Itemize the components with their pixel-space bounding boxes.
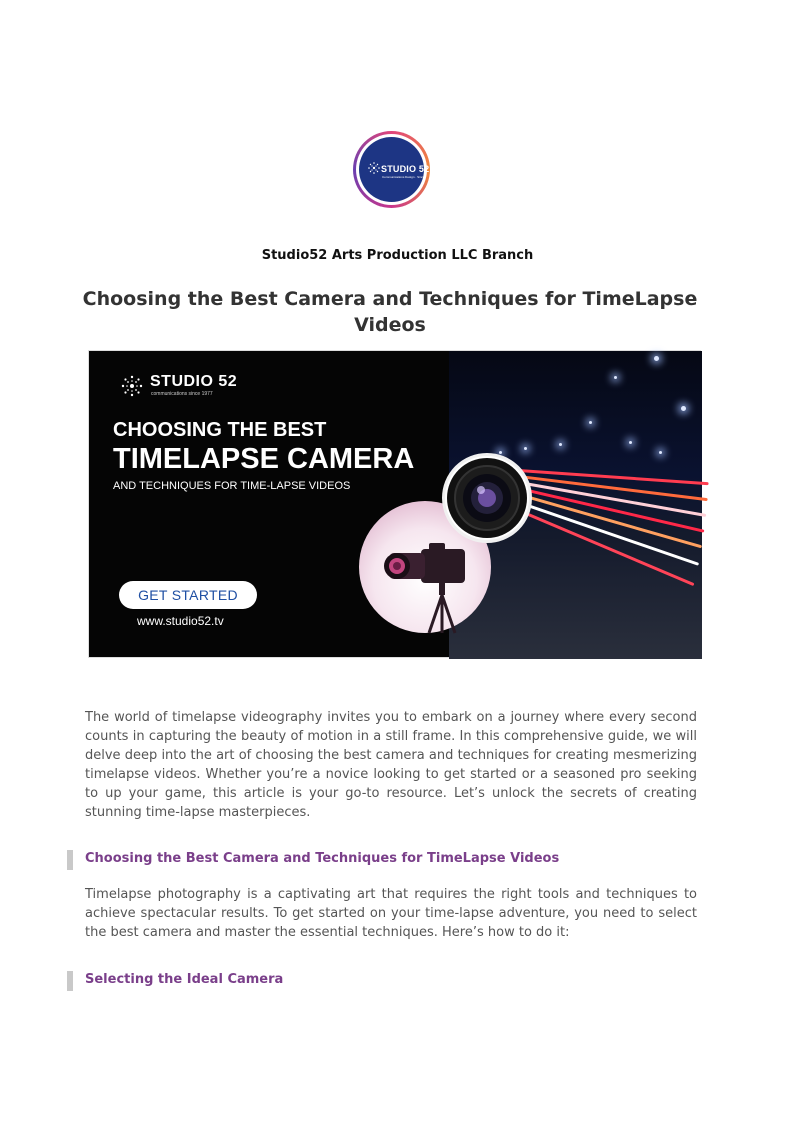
banner-logo-name: STUDIO 52 (150, 373, 238, 390)
starburst-icon (367, 161, 381, 175)
banner-logo-icon (119, 373, 145, 399)
banner-headline-1: CHOOSING THE BEST (113, 419, 327, 441)
hero-banner (88, 350, 701, 658)
lens-closeup-image (442, 453, 532, 543)
section-heading-choosing: Choosing the Best Camera and Techniques for TimeLapse Videos (85, 851, 560, 866)
get-started-button[interactable]: GET STARTED (119, 581, 257, 609)
company-name: Studio52 Arts Production LLC Branch (261, 248, 534, 263)
section1-paragraph: Timelapse photography is a captivating art that requires the right tools and techniques to achieve spectacular results. To get started on your time-lapse adventure, you need to select the best camera and master the essential techniques. Here’s how to do it: (85, 887, 697, 940)
section-marker (67, 850, 73, 870)
logo-name: STUDIO 52 (381, 164, 430, 174)
logo-tagline: Communications Design · Since (382, 175, 425, 179)
page-title: Choosing the Best Camera and Techniques for TimeLapse Videos (82, 288, 698, 336)
banner-subheadline: AND TECHNIQUES FOR TIME-LAPSE VIDEOS (113, 480, 351, 492)
intro-paragraph: The world of timelapse videography invites you to embark on a journey where every second counts in capturing the beauty of motion in a still frame. In this comprehensive guide, we will delve deep into the art of choosing the best camera and techniques for creating mesmerizing timelapse videos. Whether you’re a novice looking to get started or a seasoned pro seeking to up your game, this article is your go-to resource. Let’s unlock the secrets of creating stunning time-lapse masterpieces. (85, 710, 697, 820)
section-marker (67, 971, 73, 991)
banner-website: www.studio52.tv (137, 614, 224, 628)
studio52-logo (353, 131, 430, 208)
lens-icon (445, 456, 529, 540)
section-heading-selecting: Selecting the Ideal Camera (85, 972, 284, 987)
banner-logo-tagline: communications since 1977 (151, 391, 213, 397)
banner-headline-2: TIMELAPSE CAMERA (113, 443, 415, 475)
